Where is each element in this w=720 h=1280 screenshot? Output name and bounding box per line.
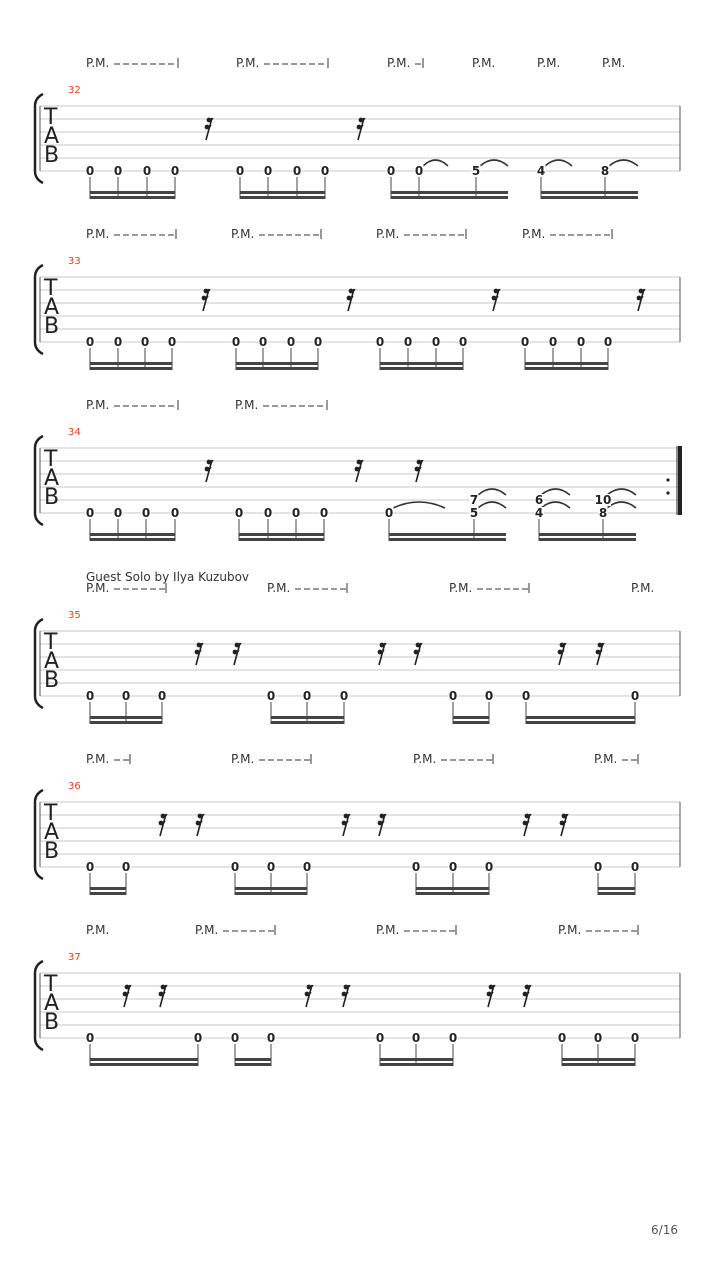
palm-mute-label: P.M. bbox=[235, 398, 259, 412]
palm-mute-label: P.M. bbox=[195, 923, 219, 937]
fret-number: 0 bbox=[313, 335, 323, 349]
palm-mute-label: P.M. bbox=[522, 227, 546, 241]
fret-number: 10 bbox=[594, 493, 612, 507]
bar-number: 33 bbox=[68, 256, 81, 267]
beam bbox=[389, 533, 506, 536]
fret-number: 8 bbox=[600, 164, 610, 178]
bar-number: 34 bbox=[68, 427, 81, 438]
beam bbox=[526, 716, 635, 719]
beam bbox=[389, 538, 506, 541]
fret-number: 0 bbox=[170, 164, 180, 178]
tab-clef-letter: T bbox=[44, 972, 58, 997]
beam bbox=[239, 538, 324, 541]
fret-number: 4 bbox=[536, 164, 546, 178]
sixteenth-rest-icon bbox=[342, 814, 350, 836]
sixteenth-rest-icon bbox=[414, 643, 422, 665]
sixteenth-rest-icon bbox=[342, 985, 350, 1007]
fret-number: 5 bbox=[471, 164, 481, 178]
sixteenth-rest-icon bbox=[523, 814, 531, 836]
tab-clef-letter: B bbox=[44, 668, 60, 693]
palm-mute-label: P.M. bbox=[472, 56, 496, 70]
palm-mute-label: P.M. bbox=[376, 227, 400, 241]
palm-mute-label: P.M. bbox=[387, 56, 411, 70]
tab-clef-letter: T bbox=[44, 801, 58, 826]
palm-mute-label: P.M. bbox=[267, 581, 291, 595]
fret-number: 0 bbox=[231, 335, 241, 349]
palm-mute-label: P.M. bbox=[537, 56, 561, 70]
sixteenth-rest-icon bbox=[637, 289, 645, 311]
fret-number: 0 bbox=[448, 1031, 458, 1045]
system-bracket bbox=[35, 265, 43, 354]
fret-number: 0 bbox=[85, 689, 95, 703]
system-bracket bbox=[35, 790, 43, 879]
fret-number: 0 bbox=[411, 860, 421, 874]
fret-number: 0 bbox=[85, 1031, 95, 1045]
fret-number: 0 bbox=[85, 335, 95, 349]
beam bbox=[90, 892, 126, 895]
fret-number: 0 bbox=[113, 335, 123, 349]
fret-number: 0 bbox=[291, 506, 301, 520]
beam bbox=[380, 362, 463, 365]
palm-mute-label: P.M. bbox=[231, 227, 255, 241]
beam bbox=[541, 191, 638, 194]
sixteenth-rest-icon bbox=[159, 985, 167, 1007]
fret-number: 0 bbox=[593, 1031, 603, 1045]
fret-number: 0 bbox=[157, 689, 167, 703]
staff-system bbox=[35, 923, 680, 1066]
fret-number: 0 bbox=[593, 860, 603, 874]
fret-number: 0 bbox=[403, 335, 413, 349]
beam bbox=[90, 191, 175, 194]
tie-arc bbox=[541, 489, 570, 495]
staff-system bbox=[35, 752, 680, 895]
fret-number: 0 bbox=[411, 1031, 421, 1045]
system-bracket bbox=[35, 94, 43, 183]
tie-arc bbox=[478, 502, 506, 508]
fret-number: 0 bbox=[448, 689, 458, 703]
fret-number: 0 bbox=[484, 689, 494, 703]
palm-mute-label: P.M. bbox=[86, 752, 110, 766]
fret-number: 7 bbox=[469, 493, 479, 507]
sixteenth-rest-icon bbox=[378, 643, 386, 665]
tab-clef-letter: T bbox=[44, 630, 58, 655]
fret-number: 0 bbox=[484, 860, 494, 874]
bar-number: 35 bbox=[68, 610, 81, 621]
beam bbox=[236, 362, 318, 365]
fret-number: 0 bbox=[113, 164, 123, 178]
fret-number: 0 bbox=[320, 164, 330, 178]
beam bbox=[90, 533, 175, 536]
tab-clef-letter: T bbox=[44, 447, 58, 472]
system-bracket bbox=[35, 961, 43, 1050]
fret-number: 0 bbox=[266, 1031, 276, 1045]
fret-number: 0 bbox=[630, 860, 640, 874]
palm-mute-label: P.M. bbox=[86, 581, 110, 595]
fret-number: 0 bbox=[339, 689, 349, 703]
beam bbox=[235, 1063, 271, 1066]
fret-number: 0 bbox=[375, 335, 385, 349]
sixteenth-rest-icon bbox=[492, 289, 500, 311]
beam bbox=[453, 721, 489, 724]
fret-number: 5 bbox=[469, 506, 479, 520]
fret-number: 0 bbox=[557, 1031, 567, 1045]
tie-arc bbox=[545, 160, 572, 166]
sixteenth-rest-icon bbox=[355, 460, 363, 482]
beam bbox=[90, 887, 126, 890]
tie-arc bbox=[480, 160, 508, 166]
tab-clef-letter: A bbox=[44, 649, 60, 674]
palm-mute-label: P.M. bbox=[236, 56, 260, 70]
tab-clef-letter: B bbox=[44, 839, 60, 864]
tie-arc bbox=[393, 502, 445, 508]
beam bbox=[236, 367, 318, 370]
fret-number: 6 bbox=[534, 493, 544, 507]
sixteenth-rest-icon bbox=[487, 985, 495, 1007]
fret-number: 0 bbox=[375, 1031, 385, 1045]
palm-mute-label: P.M. bbox=[231, 752, 255, 766]
fret-number: 0 bbox=[258, 335, 268, 349]
beam bbox=[90, 196, 175, 199]
tab-clef-letter: B bbox=[44, 314, 60, 339]
fret-number: 0 bbox=[85, 164, 95, 178]
palm-mute-label: P.M. bbox=[594, 752, 618, 766]
staff-system bbox=[35, 570, 680, 724]
tie-arc bbox=[478, 489, 506, 495]
beam bbox=[90, 1063, 198, 1066]
palm-mute-label: P.M. bbox=[602, 56, 626, 70]
palm-mute-label: P.M. bbox=[449, 581, 473, 595]
page-number: 6/16 bbox=[651, 1223, 678, 1237]
sixteenth-rest-icon bbox=[202, 289, 210, 311]
section-annotation: Guest Solo by Ilya Kuzubov bbox=[86, 570, 250, 584]
fret-number: 0 bbox=[286, 335, 296, 349]
beam bbox=[526, 721, 635, 724]
sixteenth-rest-icon bbox=[233, 643, 241, 665]
beam bbox=[391, 191, 508, 194]
staff-system bbox=[35, 56, 680, 199]
palm-mute-label: P.M. bbox=[86, 923, 110, 937]
beam bbox=[525, 362, 608, 365]
sixteenth-rest-icon bbox=[205, 118, 213, 140]
sixteenth-rest-icon bbox=[596, 643, 604, 665]
tab-clef-letter: T bbox=[44, 105, 58, 130]
beam bbox=[240, 196, 325, 199]
tab-clef-letter: B bbox=[44, 1010, 60, 1035]
fret-number: 0 bbox=[121, 689, 131, 703]
palm-mute-label: P.M. bbox=[86, 398, 110, 412]
fret-number: 0 bbox=[142, 164, 152, 178]
system-bracket bbox=[35, 619, 43, 708]
fret-number: 0 bbox=[386, 164, 396, 178]
sixteenth-rest-icon bbox=[205, 460, 213, 482]
fret-number: 0 bbox=[266, 860, 276, 874]
fret-number: 0 bbox=[548, 335, 558, 349]
fret-number: 0 bbox=[266, 689, 276, 703]
beam bbox=[90, 1058, 198, 1061]
beam bbox=[90, 362, 172, 365]
fret-number: 0 bbox=[193, 1031, 203, 1045]
beam bbox=[239, 533, 324, 536]
fret-number: 0 bbox=[230, 860, 240, 874]
sixteenth-rest-icon bbox=[415, 460, 423, 482]
sixteenth-rest-icon bbox=[558, 643, 566, 665]
repeat-thick-line bbox=[678, 446, 682, 515]
tie-arc bbox=[423, 160, 448, 166]
fret-number: 0 bbox=[85, 506, 95, 520]
fret-number: 0 bbox=[234, 506, 244, 520]
beam bbox=[240, 191, 325, 194]
palm-mute-label: P.M. bbox=[558, 923, 582, 937]
fret-number: 0 bbox=[140, 335, 150, 349]
fret-number: 0 bbox=[520, 335, 530, 349]
fret-number: 0 bbox=[458, 335, 468, 349]
beam bbox=[539, 533, 636, 536]
tab-clef-letter: A bbox=[44, 991, 60, 1016]
beam bbox=[598, 892, 635, 895]
sixteenth-rest-icon bbox=[195, 643, 203, 665]
sixteenth-rest-icon bbox=[357, 118, 365, 140]
staff-system bbox=[35, 227, 680, 370]
beam bbox=[90, 367, 172, 370]
beam bbox=[598, 887, 635, 890]
fret-number: 0 bbox=[230, 1031, 240, 1045]
fret-number: 0 bbox=[85, 860, 95, 874]
sixteenth-rest-icon bbox=[305, 985, 313, 1007]
sixteenth-rest-icon bbox=[196, 814, 204, 836]
fret-number: 0 bbox=[384, 506, 394, 520]
beam bbox=[453, 716, 489, 719]
beam bbox=[539, 538, 636, 541]
tab-clef-letter: A bbox=[44, 295, 60, 320]
palm-mute-label: P.M. bbox=[86, 227, 110, 241]
fret-number: 0 bbox=[121, 860, 131, 874]
fret-number: 0 bbox=[302, 689, 312, 703]
fret-number: 0 bbox=[603, 335, 613, 349]
sixteenth-rest-icon bbox=[159, 814, 167, 836]
sixteenth-rest-icon bbox=[347, 289, 355, 311]
repeat-dot bbox=[666, 491, 669, 494]
fret-number: 0 bbox=[263, 164, 273, 178]
fret-number: 8 bbox=[598, 506, 608, 520]
sixteenth-rest-icon bbox=[378, 814, 386, 836]
tab-clef-letter: B bbox=[44, 485, 60, 510]
fret-number: 0 bbox=[431, 335, 441, 349]
fret-number: 0 bbox=[630, 689, 640, 703]
palm-mute-label: P.M. bbox=[631, 581, 655, 595]
fret-number: 0 bbox=[521, 689, 531, 703]
fret-number: 0 bbox=[141, 506, 151, 520]
staff-system bbox=[35, 398, 682, 541]
tie-arc bbox=[541, 502, 570, 508]
system-bracket bbox=[35, 436, 43, 525]
sixteenth-rest-icon bbox=[123, 985, 131, 1007]
fret-number: 0 bbox=[576, 335, 586, 349]
tab-clef-letter: B bbox=[44, 143, 60, 168]
bar-number: 36 bbox=[68, 781, 81, 792]
tab-clef-letter: A bbox=[44, 820, 60, 845]
tab-clef-letter: A bbox=[44, 124, 60, 149]
fret-number: 0 bbox=[630, 1031, 640, 1045]
palm-mute-label: P.M. bbox=[86, 56, 110, 70]
palm-mute-label: P.M. bbox=[413, 752, 437, 766]
repeat-dot bbox=[666, 478, 669, 481]
fret-number: 0 bbox=[448, 860, 458, 874]
fret-number: 0 bbox=[263, 506, 273, 520]
beam bbox=[525, 367, 608, 370]
tab-clef-letter: T bbox=[44, 276, 58, 301]
tab-clef-letter: A bbox=[44, 466, 60, 491]
fret-number: 0 bbox=[170, 506, 180, 520]
sixteenth-rest-icon bbox=[560, 814, 568, 836]
beam bbox=[235, 1058, 271, 1061]
tie-arc bbox=[609, 160, 638, 166]
palm-mute-label: P.M. bbox=[376, 923, 400, 937]
bar-number: 32 bbox=[68, 85, 81, 96]
beam bbox=[380, 367, 463, 370]
beam bbox=[541, 196, 638, 199]
fret-number: 0 bbox=[167, 335, 177, 349]
fret-number: 0 bbox=[292, 164, 302, 178]
fret-number: 0 bbox=[302, 860, 312, 874]
bar-number: 37 bbox=[68, 952, 81, 963]
beam bbox=[391, 196, 508, 199]
fret-number: 0 bbox=[414, 164, 424, 178]
beam bbox=[90, 538, 175, 541]
fret-number: 0 bbox=[235, 164, 245, 178]
fret-number: 4 bbox=[534, 506, 544, 520]
fret-number: 0 bbox=[319, 506, 329, 520]
fret-number: 0 bbox=[113, 506, 123, 520]
sixteenth-rest-icon bbox=[523, 985, 531, 1007]
